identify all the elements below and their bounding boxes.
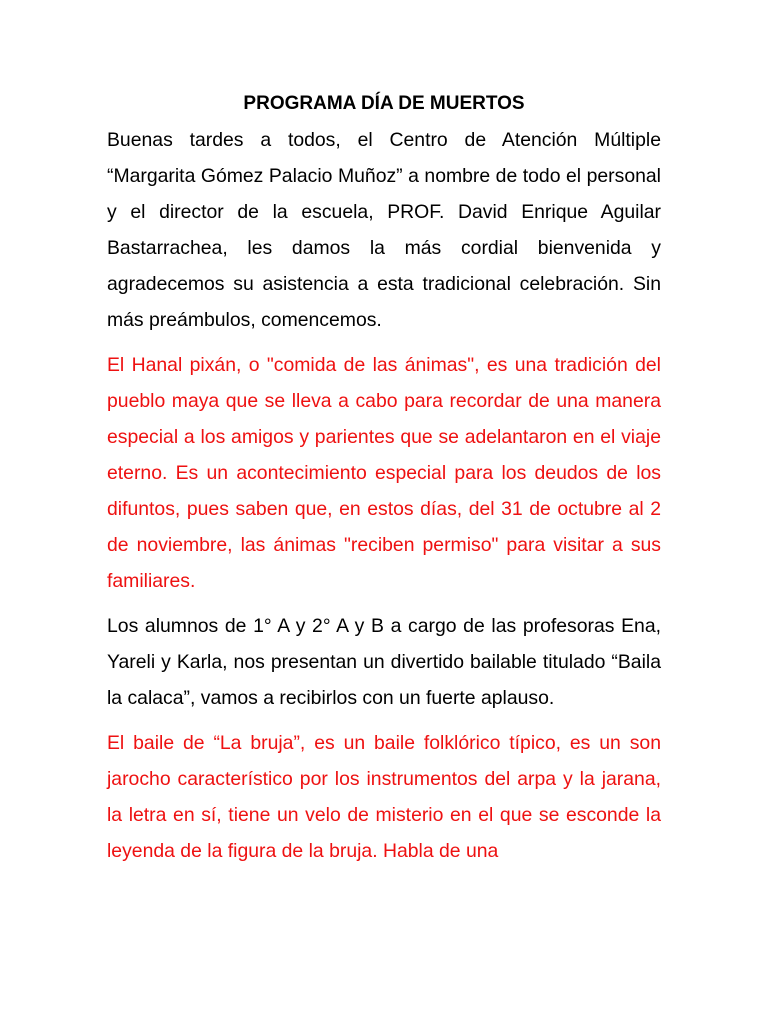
paragraph-la-bruja: El baile de “La bruja”, es un baile folklórico típico, es un son jarocho característico por los instrumentos del arpa y la jarana, la letra en sí, tiene un velo de misterio en el que se esconde la leyenda de la figura de la bruja. Habla de una [107, 732, 661, 862]
paragraph-welcome: Buenas tardes a todos, el Centro de Atención Múltiple “Margarita Gómez Palacio Muñoz” a nombre de todo el personal y el director de la escuela, PROF. David Enrique Aguilar Bastarrachea, les damos la más cordial bienvenida y agradecemos su asistencia a esta tradicional celebración. Sin más preámbulos, comencemos. [107, 129, 661, 331]
document-page [107, 90, 661, 878]
document-title: PROGRAMA DÍA DE MUERTOS [243, 93, 525, 114]
paragraph-hanal-pixan: El Hanal pixán, o "comida de las ánimas", es una tradición del pueblo maya que se lleva a cabo para recordar de una manera especial a los amigos y parientes que se adelantaron en el viaje eterno. Es un acontecimiento especial para los deudos de los difuntos, pues saben que, en estos días, del 31 de octubre al 2 de noviembre, las ánimas "reciben permiso" para visitar a sus familiares. [107, 354, 661, 592]
paragraph-baila-la-calaca: Los alumnos de 1° A y 2° A y B a cargo de las profesoras Ena, Yareli y Karla, nos presentan un divertido bailable titulado “Baila la calaca”, vamos a recibirlos con un fuerte aplauso. [107, 615, 661, 709]
